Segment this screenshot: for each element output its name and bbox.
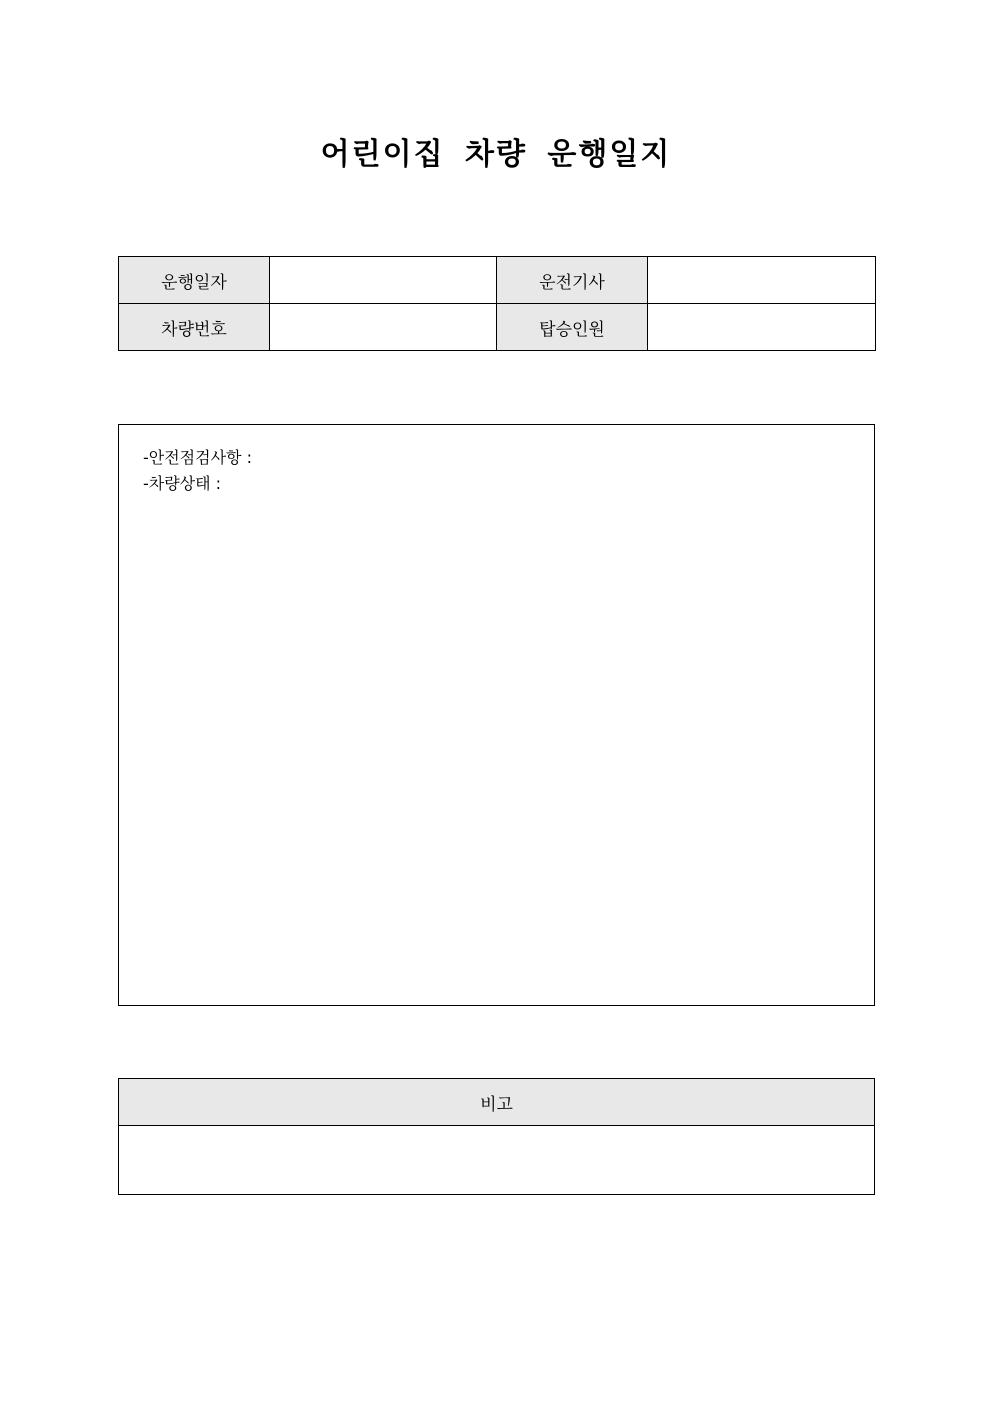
passenger-count-label: 탑승인원 (497, 304, 648, 351)
remarks-header: 비고 (119, 1079, 875, 1126)
vehicle-number-field[interactable] (270, 304, 497, 351)
vehicle-info-table (118, 256, 876, 351)
driver-label: 운전기사 (497, 257, 648, 304)
operation-date-field[interactable] (270, 257, 497, 304)
vehicle-number-label: 차량번호 (119, 304, 270, 351)
table-row (119, 304, 876, 351)
remarks-field[interactable] (119, 1126, 875, 1195)
vehicle-condition-line: -차량상태 : (143, 474, 222, 493)
driver-field[interactable] (648, 257, 876, 304)
inspection-notes-box[interactable] (118, 424, 875, 1006)
page-title: 어린이집 차량 운행일지 (320, 137, 672, 172)
operation-date-label: 운행일자 (119, 257, 270, 304)
table-row (119, 1126, 875, 1195)
table-row (119, 1079, 875, 1126)
remarks-table (118, 1078, 875, 1195)
safety-inspection-line: -안전점검사항 : (143, 448, 252, 467)
table-row (119, 257, 876, 304)
notes-lines (143, 445, 252, 497)
passenger-count-field[interactable] (648, 304, 876, 351)
